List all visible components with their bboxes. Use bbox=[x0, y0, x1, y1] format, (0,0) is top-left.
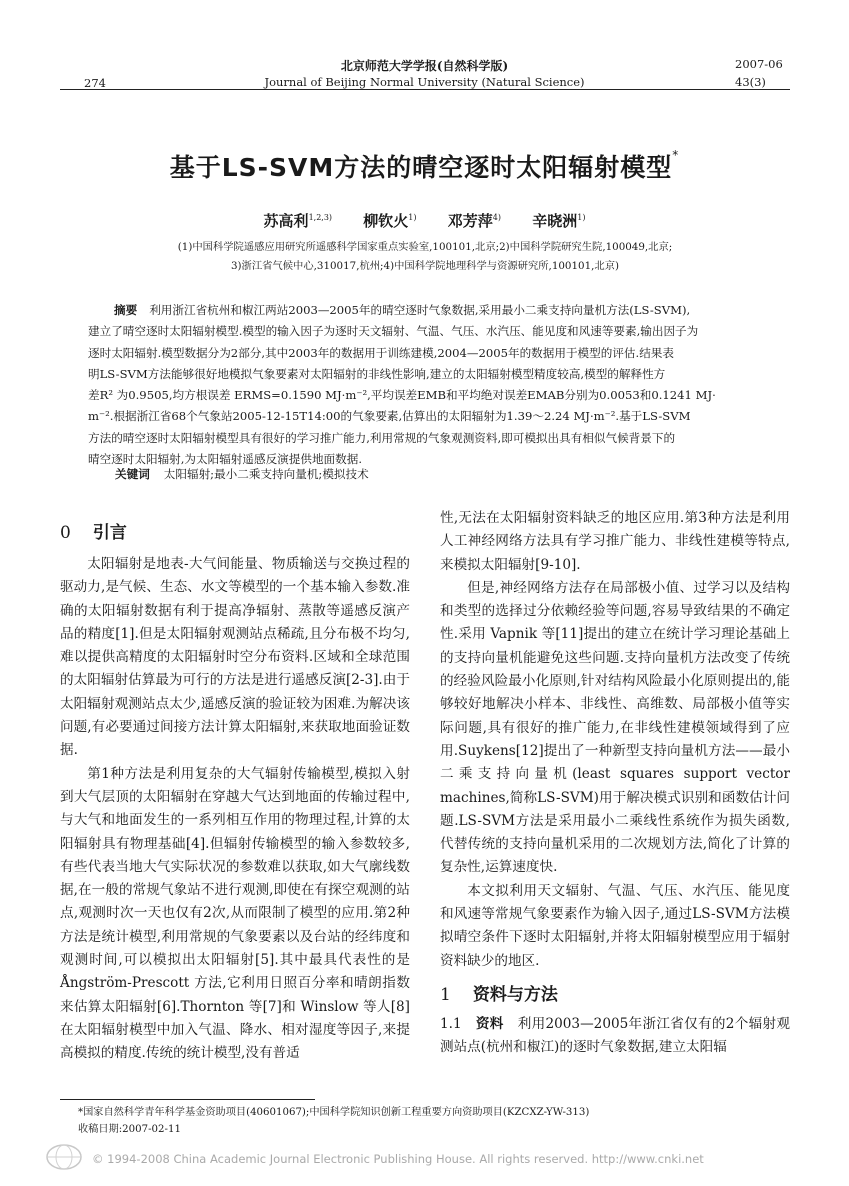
paragraph: 第1种方法是利用复杂的大气辐射传输模型,模拟入射到大气层顶的太阳辐射在穿越大气达到地面的传输过程中,与大气和地面发生的一系列相互作用的物理过程,计算的太阳辐射具有物理基础[4].但辐射传输模型的输入参数较多,有些代表当地大气实际状况的参数难以获取,如大气廓线数据,在一般的常规气象站不进行观测,即使在有探空观测的站点,观测时次一天也仅有2次,从而限制了模型的应用.第2种方法是统计模型,利用常规的气象要素以及台站的经纬度和观测时间,可以模拟出太阳辐射[5].其中最具代表性的是 Ångström-Prescott 方法,它利用日照百分率和晴朗指数来估算太阳辐射[6].Thornton 等[7]和 Winslow 等人[8]在太阳辐射模型中加入气温、降水、相对湿度等因子,来提高模拟的精度.传统的统计模型,没有普适 bbox=[60, 765, 410, 1062]
abstract-label: 摘要 bbox=[114, 303, 138, 317]
copyright-notice: © 1994-2008 China Academic Journal Electronic Publishing House. All rights reserved. http://www.cnki.net bbox=[92, 1152, 704, 1166]
abstract-line: m⁻².根据浙江省68个气象站2005-12-15T14:00的气象要素,估算出的太阳辐射为1.39～2.24 MJ·m⁻².基于LS-SVM bbox=[88, 409, 691, 424]
funding-footnote: *国家自然科学青年科学基金资助项目(40601067);中国科学院知识创新工程重要方向资助项目(KZCXZ-YW-313) bbox=[78, 1107, 590, 1118]
received-date: 收稿日期:2007-02-11 bbox=[78, 1124, 181, 1135]
left-column bbox=[60, 519, 410, 1066]
abstract-line: 差R² 为0.9505,均方根误差 ERMS=0.1590 MJ·m⁻²,平均误差EMB和平均绝对误差EMAB分别为0.0053和0.1241 MJ· bbox=[88, 388, 716, 403]
abstract-line: 方法的晴空逐时太阳辐射模型具有很好的学习推广能力,利用常规的气象观测资料,即可模拟出具有相似气候背景下的 bbox=[88, 430, 676, 445]
journal-title-en: Journal of Beijing Normal University (Natural Science) bbox=[264, 75, 585, 89]
right-column bbox=[440, 507, 790, 1060]
author: 邓芳萍$^{4)}$ bbox=[447, 212, 501, 230]
journal-title-cn: 北京师范大学学报(自然科学版) bbox=[340, 59, 509, 73]
footnote-rule bbox=[60, 1099, 315, 1100]
abstract-line: 晴空逐时太阳辐射,为太阳辐射遥感反演提供地面数据. bbox=[88, 452, 363, 467]
author: 柳钦火$^{1)}$ bbox=[363, 212, 417, 230]
title-footnote-mark: * bbox=[672, 148, 680, 162]
page-number: 274 bbox=[84, 76, 106, 90]
abstract bbox=[88, 300, 760, 470]
affiliation-line: 3)浙江省气候中心,310017,杭州;4)中国科学院地理科学与资源研究所,100101,北京) bbox=[230, 260, 620, 272]
issue-number: 43(3) bbox=[735, 75, 766, 89]
affiliation-line: (1)中国科学院遥感应用研究所遥感科学国家重点实验室,100101,北京;2)中国科学院研究生院,100049,北京; bbox=[177, 241, 673, 253]
issue-date: 2007-06 bbox=[735, 57, 783, 71]
abstract-line: 建立了晴空逐时太阳辐射模型.模型的输入因子为逐时天文辐射、气温、气压、水汽压、能见度和风速等要素,输出因子为 bbox=[88, 324, 699, 339]
paragraph: 性,无法在太阳辐射资料缺乏的地区应用.第3种方法是利用人工神经网络方法具有学习推广能力、非线性建模等特点,来模拟太阳辐射[9-10]. bbox=[440, 510, 790, 573]
author: 苏高利$^{1,2,3)}$ bbox=[263, 212, 333, 230]
keywords-label: 关键词 bbox=[115, 467, 150, 481]
keywords-text: 太阳辐射;最小二乘支持向量机;模拟技术 bbox=[163, 467, 369, 481]
section-heading: 0 引言 bbox=[60, 523, 127, 543]
cnki-logo-icon bbox=[44, 1142, 84, 1172]
paper-title bbox=[0, 148, 849, 184]
paragraph: 但是,神经网络方法存在局部极小值、过学习以及结构和类型的选择过分依赖经验等问题,容易导致结果的不确定性.采用 Vapnik 等[11]提出的建立在统计学习理论基础上的支持向量机能避免这些问题.支持向量机方法改变了传统的经验风险最小化原则,针对结构风险最小化原则提出的,能够较好地解决小样本、非线性、高维数、局部极小值等实际问题,具有很好的推广能力,在非线性建模领域得到了应用.Suykens[12]提出了一种新型支持向量机方法——最小二乘支持向量机(least squares support vector machines,简称LS-SVM)用于解决模式识别和函数估计问题.LS-SVM方法是采用最小二乘线性系统作为损失函数,代替传统的支持向量机采用的二次规划方法,简化了计算的复杂性,运算速度快. bbox=[440, 579, 790, 876]
author: 辛晓洲$^{1)}$ bbox=[532, 212, 586, 230]
section-heading: 1 资料与方法 bbox=[440, 984, 558, 1005]
abstract-line: 摘要 利用浙江省杭州和椒江两站2003—2005年的晴空逐时气象数据,采用最小二乘支持向量机方法(LS-SVM), bbox=[114, 303, 691, 317]
abstract-line: 明LS-SVM方法能够很好地模拟气象要素对太阳辐射的非线性影响,建立的太阳辐射模型精度较高,模型的解释性方 bbox=[88, 366, 666, 381]
subsection: 1.1 资料 利用2003—2005年浙江省仅有的2个辐射观测站点(杭州和椒江)的逐时气象数据,建立太阳辐 bbox=[440, 1015, 790, 1056]
paper-title-text: 基于LS-SVM方法的晴空逐时太阳辐射模型 bbox=[169, 153, 673, 182]
paragraph: 本文拟利用天文辐射、气温、气压、水汽压、能见度和风速等常规气象要素作为输入因子,通过LS-SVM方法模拟晴空条件下逐时太阳辐射,并将太阳辐射模型应用于辐射资料缺少的地区. bbox=[440, 882, 790, 969]
abstract-line: 逐时太阳辐射.模型数据分为2部分,其中2003年的数据用于训练建模,2004—2005年的数据用于模型的评估.结果表 bbox=[88, 345, 674, 360]
header-rule bbox=[60, 89, 790, 90]
keywords bbox=[115, 466, 755, 482]
paragraph: 太阳辐射是地表-大气间能量、物质输送与交换过程的驱动力,是气候、生态、水文等模型的一个基本输入参数.准确的太阳辐射数据有利于提高净辐射、蒸散等遥感反演产品的精度[1].但是太阳辐射观测站点稀疏,且分布极不均匀,难以提供高精度的太阳辐射时空分布资料.区域和全球范围的太阳辐射估算最为可行的方法是进行遥感反演[2-3].由于太阳辐射观测站点太少,遥感反演的验证较为困难.为解决该问题,有必要通过间接方法计算太阳辐射,来获取地面验证数据. bbox=[60, 556, 410, 759]
author-list bbox=[0, 210, 849, 231]
